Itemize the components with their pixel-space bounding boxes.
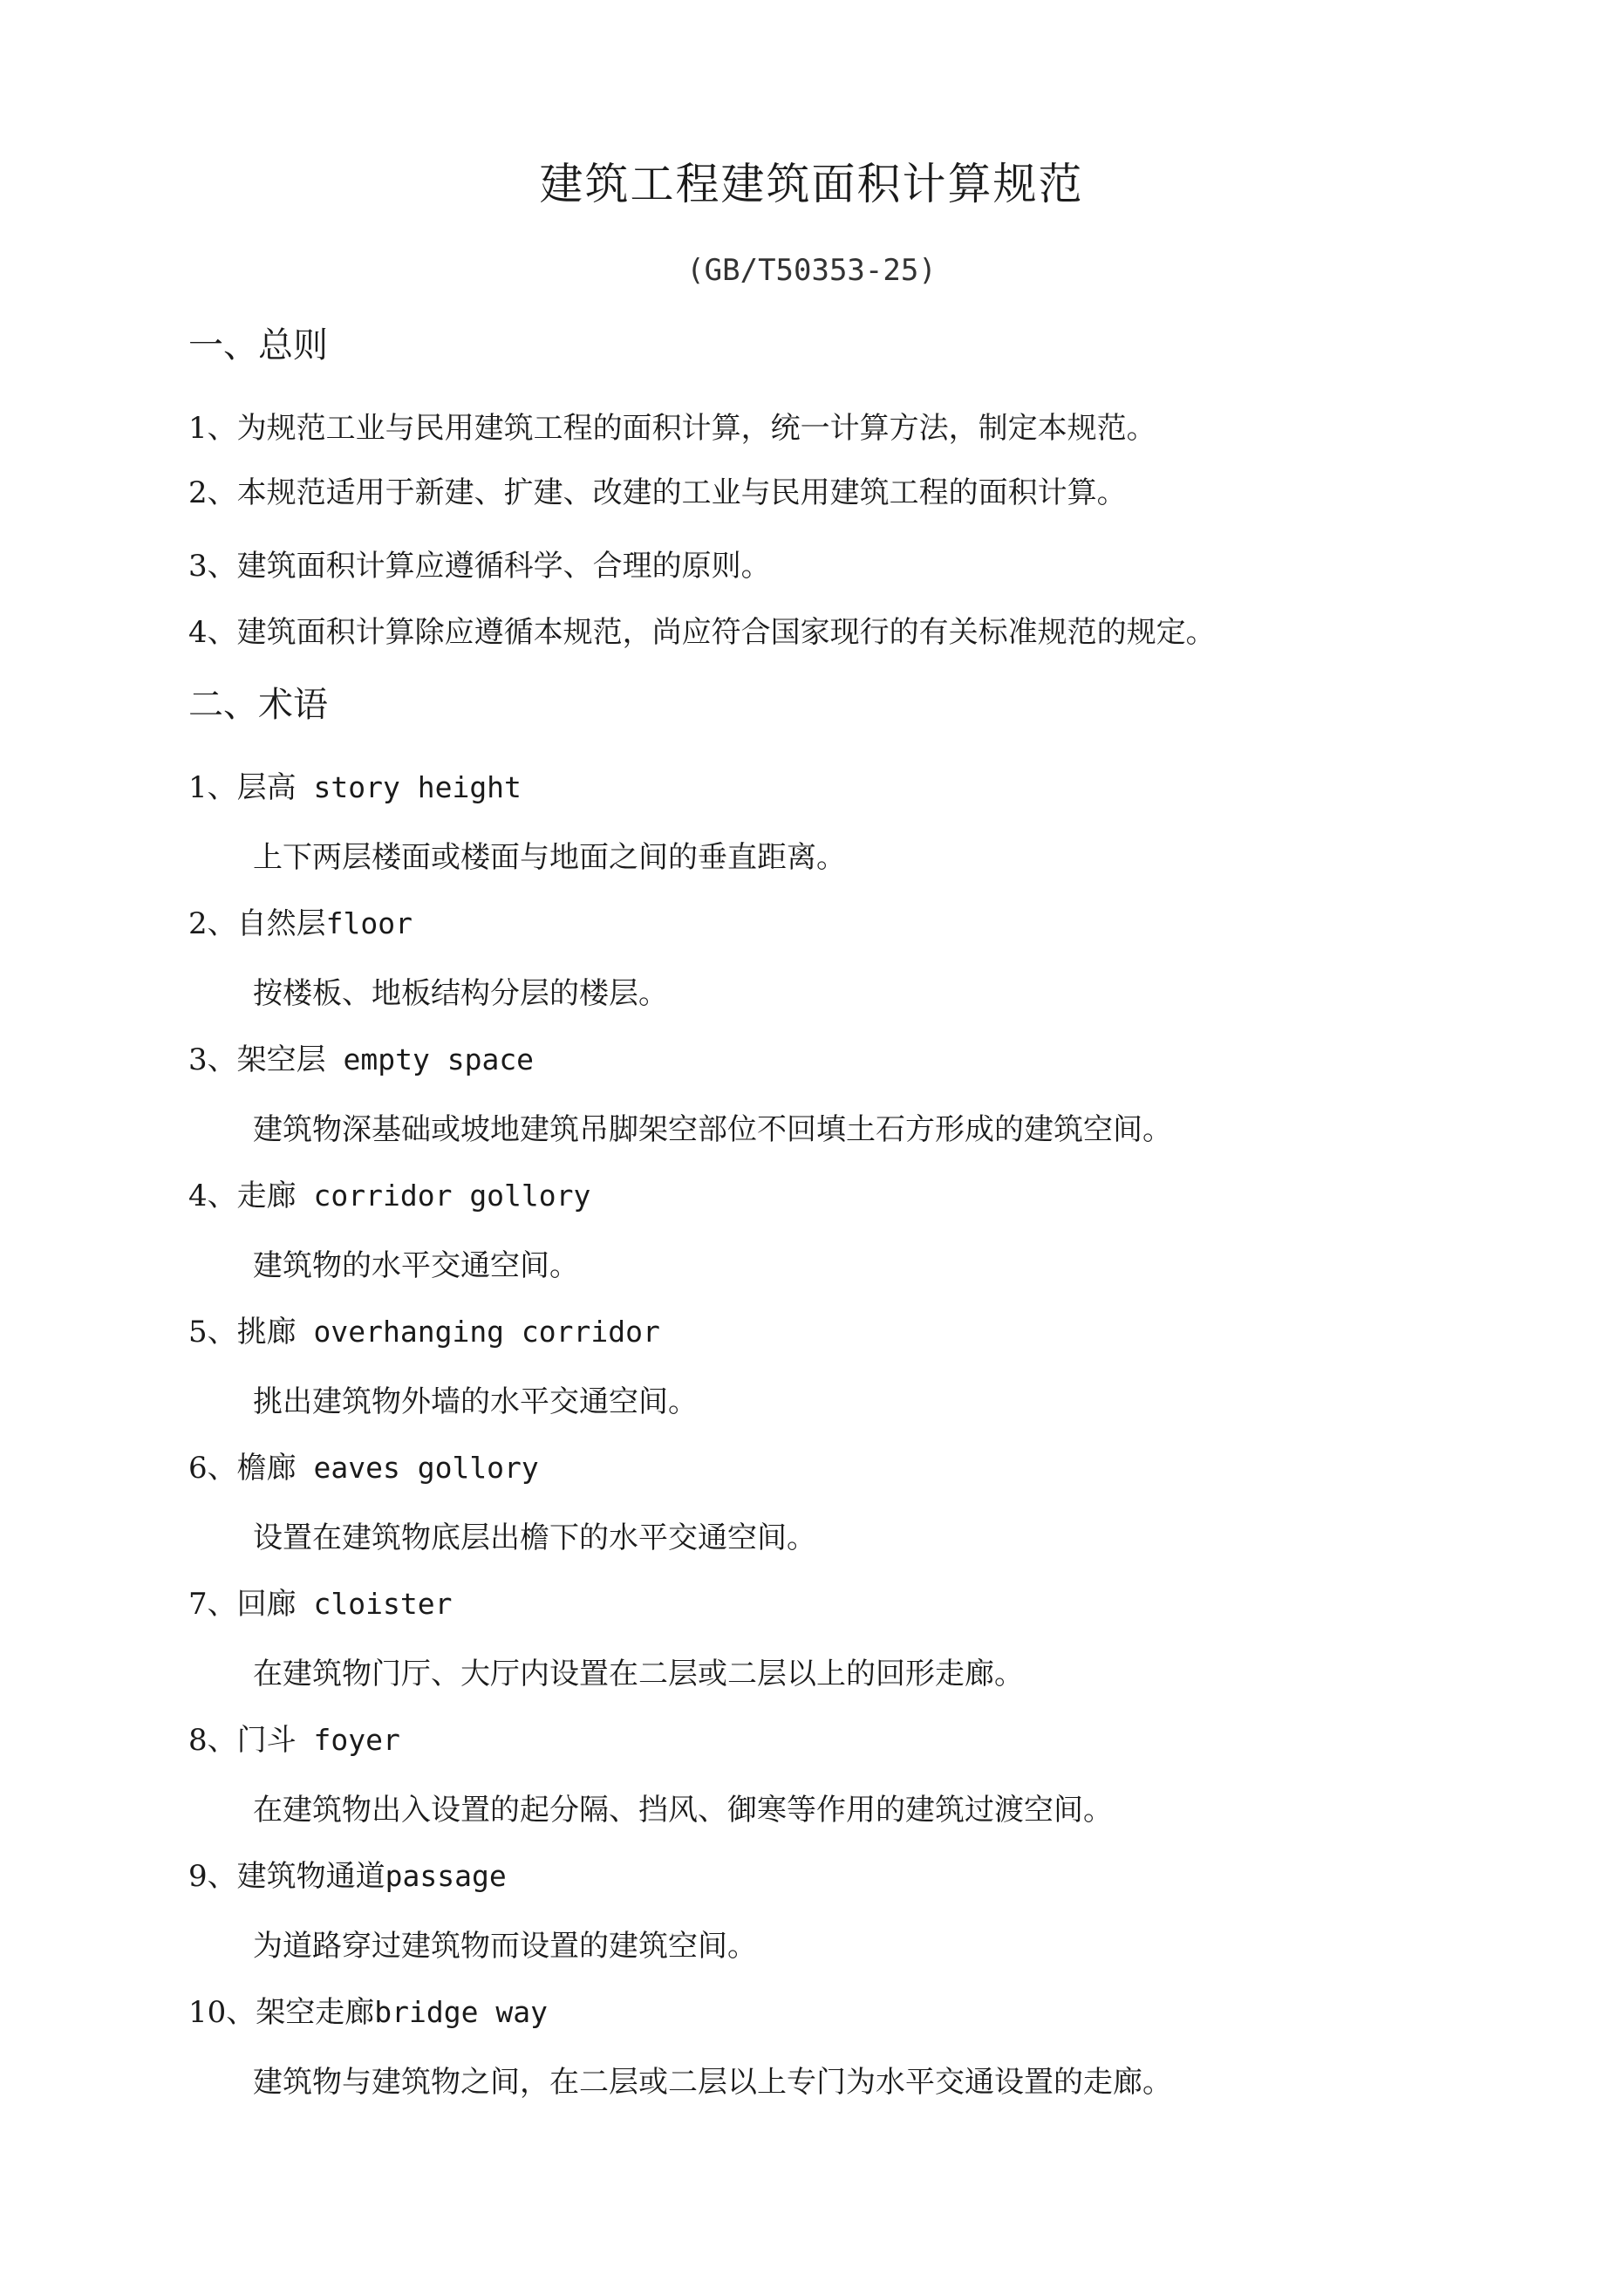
general-item-4: 4、建筑面积计算除应遵循本规范，尚应符合国家现行的有关标准规范的规定。 (188, 615, 1216, 650)
term-chinese: 挑廊 (236, 1315, 297, 1350)
term-row (188, 1040, 534, 1080)
term-number: 3、 (188, 1042, 237, 1077)
term-chinese: 架空层 (236, 1042, 326, 1077)
general-item-3: 3、建筑面积计算应遵循科学、合理的原则。 (188, 549, 771, 584)
document-title: 建筑工程建筑面积计算规范 (539, 159, 1084, 209)
term-number: 9、 (188, 1859, 237, 1894)
term-row (188, 904, 413, 944)
term-number: 7、 (188, 1587, 237, 1622)
term-number: 1、 (188, 770, 237, 805)
term-number: 8、 (188, 1723, 237, 1758)
term-row (188, 1176, 590, 1216)
term-english: passage (385, 1859, 507, 1893)
term-row (188, 1584, 452, 1624)
term-chinese: 架空走廊 (256, 1995, 375, 2030)
term-definition: 按楼板、地板结构分层的楼层。 (253, 976, 668, 1011)
term-number: 4、 (188, 1179, 237, 1213)
term-definition: 设置在建筑物底层出檐下的水平交通空间。 (253, 1520, 816, 1555)
section-heading-terms: 二、术语 (188, 685, 328, 725)
general-item-1: 1、为规范工业与民用建筑工程的面积计算，统一计算方法，制定本规范。 (188, 411, 1156, 446)
term-row (188, 1448, 539, 1488)
term-number: 6、 (188, 1451, 237, 1486)
section-heading-general: 一、总则 (188, 325, 328, 366)
term-row (188, 1720, 400, 1760)
term-english: story height (296, 770, 522, 804)
term-definition: 建筑物深基础或坡地建筑吊脚架空部位不回填土石方形成的建筑空间。 (253, 1112, 1172, 1147)
term-definition: 在建筑物出入设置的起分隔、挡风、御寒等作用的建筑过渡空间。 (253, 1793, 1113, 1828)
general-item-2: 2、本规范适用于新建、扩建、改建的工业与民用建筑工程的面积计算。 (188, 475, 1127, 510)
term-english: floor (325, 906, 413, 940)
term-chinese: 檐廊 (236, 1451, 297, 1486)
term-english: empty space (325, 1042, 535, 1076)
term-row (188, 768, 522, 808)
term-chinese: 门斗 (236, 1723, 297, 1758)
term-number: 10、 (188, 1995, 256, 2030)
term-row (188, 1992, 548, 2033)
term-definition: 建筑物与建筑物之间，在二层或二层以上专门为水平交通设置的走廊。 (253, 2065, 1172, 2100)
term-definition: 为道路穿过建筑物而设置的建筑空间。 (253, 1929, 757, 1964)
term-english: cloister (296, 1587, 453, 1621)
term-number: 2、 (188, 906, 237, 941)
term-chinese: 自然层 (236, 906, 326, 941)
term-number: 5、 (188, 1315, 237, 1350)
term-english: overhanging corridor (296, 1315, 660, 1349)
term-definition: 建筑物的水平交通空间。 (253, 1248, 579, 1283)
term-chinese: 走廊 (236, 1179, 297, 1213)
term-definition: 在建筑物门厅、大厅内设置在二层或二层以上的回形走廊。 (253, 1657, 1024, 1691)
term-chinese: 建筑物通道 (236, 1859, 385, 1894)
term-english: foyer (296, 1723, 400, 1757)
term-english: bridge way (374, 1995, 548, 2029)
term-chinese: 回廊 (236, 1587, 297, 1622)
term-row (188, 1856, 507, 1896)
document-code: (GB/T50353-25) (686, 253, 937, 288)
term-row (188, 1312, 660, 1352)
term-definition: 上下两层楼面或楼面与地面之间的垂直距离。 (253, 840, 846, 875)
term-definition: 挑出建筑物外墙的水平交通空间。 (253, 1384, 698, 1419)
term-english: eaves gollory (296, 1451, 539, 1485)
term-english: corridor gollory (296, 1179, 591, 1213)
term-chinese: 层高 (236, 770, 297, 805)
